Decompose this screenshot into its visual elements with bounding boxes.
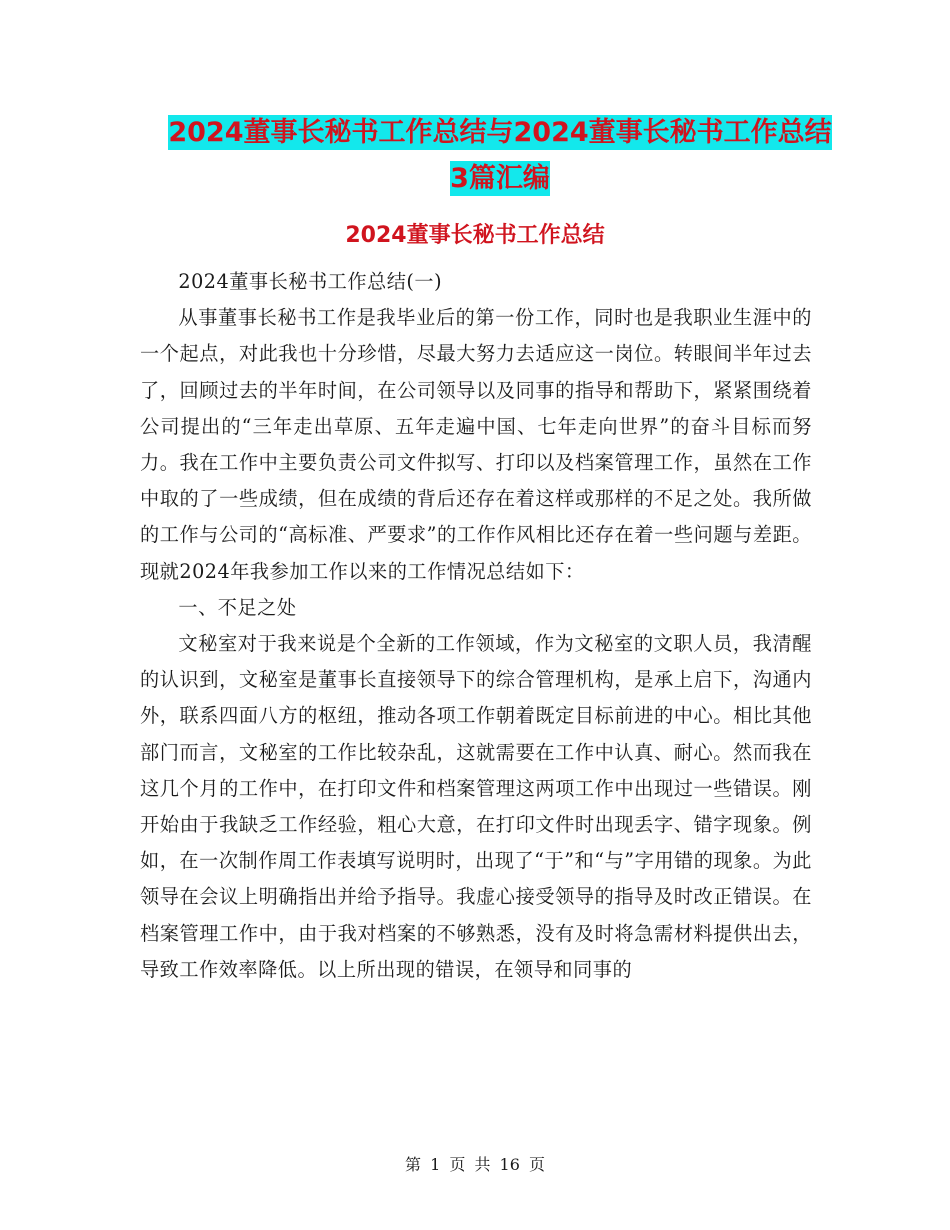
page-footer: 第 1 页 共 16 页 bbox=[405, 1155, 545, 1174]
document-body bbox=[140, 264, 812, 988]
document-title bbox=[140, 110, 860, 202]
paragraph-heading: 2024董事长秘书工作总结(一) bbox=[178, 270, 443, 293]
paragraph-heading: 一、不足之处 bbox=[178, 595, 297, 619]
paragraph: 从事董事长秘书工作是我毕业后的第一份工作，同时也是我职业生涯中的一个起点，对此我也十分珍惜，尽最大努力去适应这一岗位。转眼间半年过去了，回顾过去的半年时间，在公司领导以及同事的指导和帮助下，紧紧围绕着公司提出的“三年走出草原、五年走遍中国、七年走向世界”的奋斗目标而努力。我在工作中主要负责公司文件拟写、打印以及档案管理工作，虽然在工作中取的了一些成绩，但在成绩的背后还存在着这样或那样的不足之处。我所做的工作与公司的“高标准、严要求”的工作作风相比还存在着一些问题与差距。现就2024年我参加工作以来的工作情况总结如下： bbox=[140, 306, 812, 583]
document-title-line2: 3篇汇编 bbox=[450, 163, 550, 194]
paragraph: 文秘室对于我来说是个全新的工作领域，作为文秘室的文职人员，我清醒的认识到，文秘室是董事长直接领导下的综合管理机构，是承上启下，沟通内外，联系四面八方的枢纽，推动各项工作朝着既定目标前进的中心。相比其他部门而言，文秘室的工作比较杂乱，这就需要在工作中认真、耐心。然而我在这几个月的工作中，在打印文件和档案管理这两项工作中出现过一些错误。刚开始由于我缺乏工作经验，粗心大意，在打印文件时出现丢字、错字现象。例如，在一次制作周工作表填写说明时，出现了“于”和“与”字用错的现象。为此领导在会议上明确指出并给予指导。我虚心接受领导的指导及时改正错误。在档案管理工作中，由于我对档案的不够熟悉，没有及时将急需材料提供出去，导致工作效率降低。以上所出现的错误，在领导和同事的 bbox=[140, 632, 812, 981]
section-title: 2024董事长秘书工作总结 bbox=[345, 223, 605, 248]
document-title-line1: 2024董事长秘书工作总结与2024董事长秘书工作总结 bbox=[168, 117, 832, 148]
